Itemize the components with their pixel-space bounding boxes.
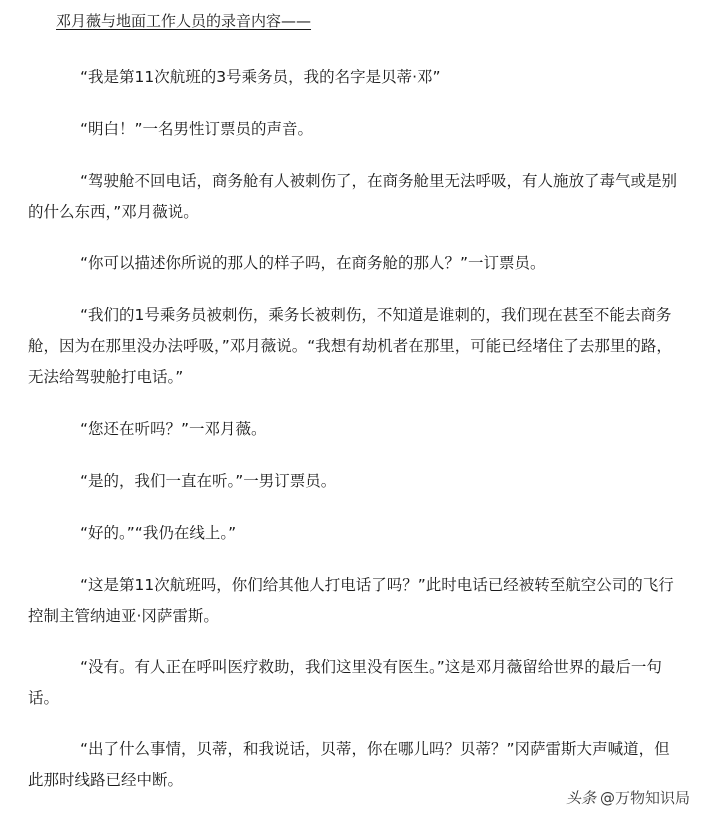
paragraph: “我是第11次航班的3号乘务员，我的名字是贝蒂·邓” xyxy=(80,68,441,86)
paragraph: “您还在听吗？”一邓月薇。 xyxy=(80,420,267,438)
paragraph: “我们的1号乘务员被刺伤，乘务长被刺伤，不知道是谁刺的，我们现在甚至不能去商务舱，因为在那里没办法呼吸，”邓月薇说。“我想有劫机者在那里，可能已经堵住了去那里的路，无法给驾驶舱打电话。” xyxy=(28,306,672,386)
paragraph: “驾驶舱不回电话，商务舱有人被刺伤了，在商务舱里无法呼吸，有人施放了毒气或是别的什么东西，”邓月薇说。 xyxy=(28,172,678,221)
watermark-name: @万物知识局 xyxy=(599,789,690,807)
paragraph: “出了什么事情，贝蒂，和我说话，贝蒂，你在哪儿吗？贝蒂？”冈萨雷斯大声喊道，但此那时线路已经中断。 xyxy=(28,740,670,789)
paragraph: “你可以描述你所说的那人的样子吗，在商务舱的那人？”一订票员。 xyxy=(80,254,546,272)
watermark-prefix: 头条 xyxy=(565,789,596,807)
watermark xyxy=(566,787,690,809)
paragraph: “明白！”一名男性订票员的声音。 xyxy=(80,120,314,138)
paragraph: “是的，我们一直在听。”一男订票员。 xyxy=(80,472,337,490)
paragraph: “好的。”“我仍在线上。” xyxy=(80,524,237,542)
document-title: 邓月薇与地面工作人员的录音内容—— xyxy=(56,12,312,30)
paragraph: “这是第11次航班吗，你们给其他人打电话了吗？”此时电话已经被转至航空公司的飞行控制主管纳迪亚·冈萨雷斯。 xyxy=(28,576,674,625)
paragraph: “没有。有人正在呼叫医疗救助，我们这里没有医生。”这是邓月薇留给世界的最后一句话。 xyxy=(28,658,662,707)
